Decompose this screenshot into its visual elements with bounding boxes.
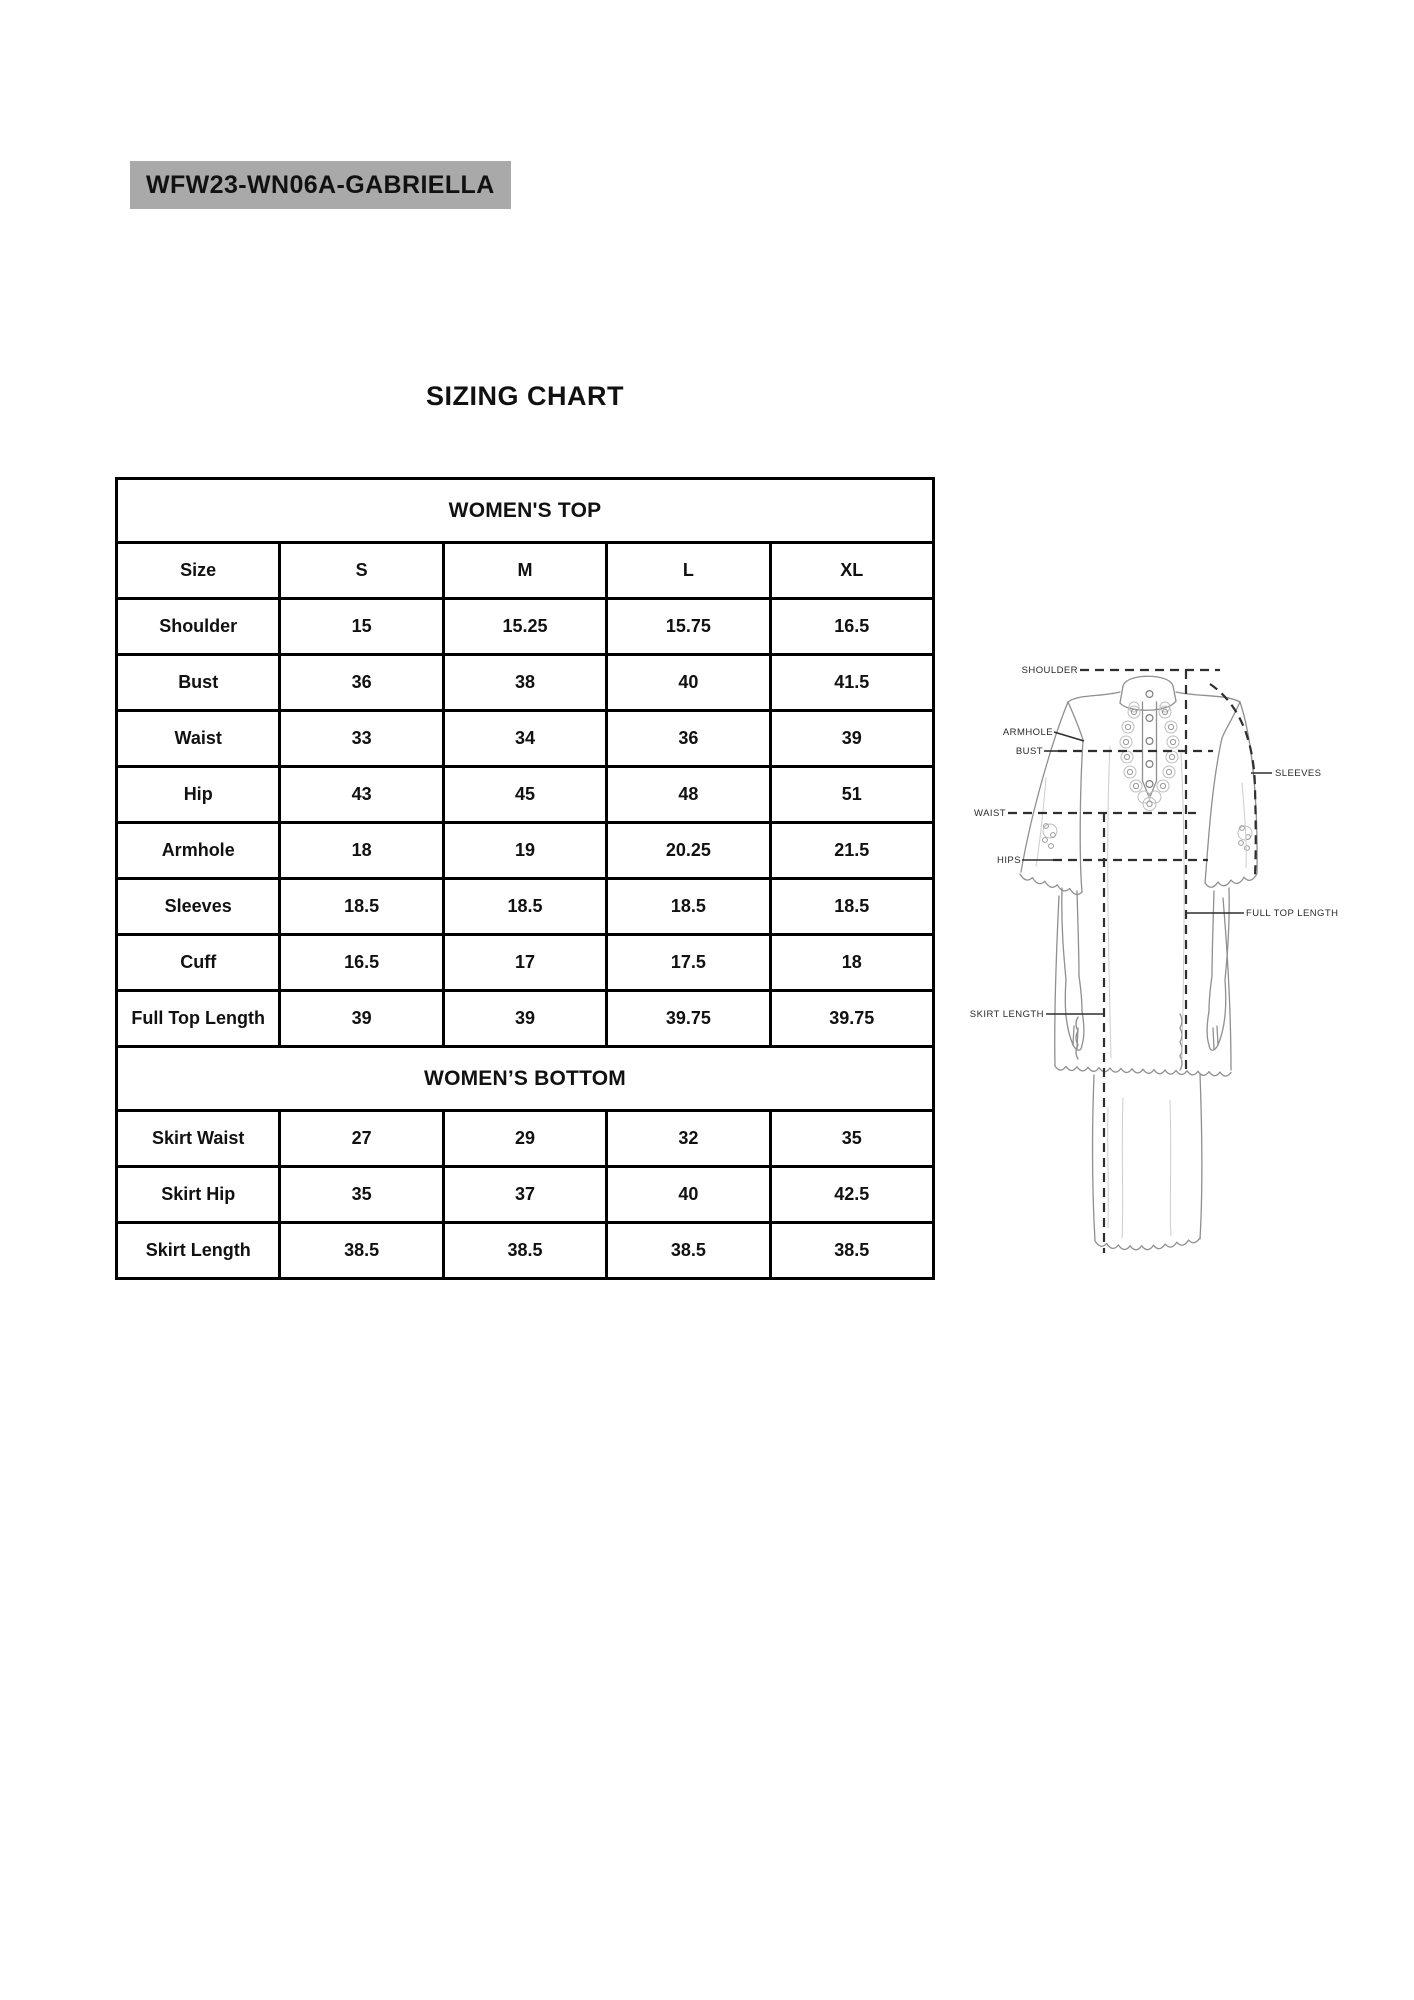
product-code-badge: WFW23-WN06A-GABRIELLA (130, 161, 511, 209)
measurement-cell: 40 (607, 655, 770, 711)
sizing-table (115, 477, 935, 1280)
measurement-cell: 48 (607, 767, 770, 823)
row-label: Cuff (117, 935, 280, 991)
measurement-cell: 35 (770, 1111, 933, 1167)
waist-label: WAIST (974, 808, 1006, 819)
measurement-cell: 36 (280, 655, 443, 711)
garment-technical-sketch (958, 628, 1414, 1328)
measurement-cell: 17 (443, 935, 606, 991)
measurement-cell: 38.5 (770, 1223, 933, 1279)
table-row (117, 1223, 934, 1279)
placket-embroidery (1120, 702, 1179, 811)
measurement-cell: 18 (280, 823, 443, 879)
measurement-cell: 19 (443, 823, 606, 879)
measurement-cell: 38.5 (607, 1223, 770, 1279)
measurement-cell: 38.5 (280, 1223, 443, 1279)
measurement-cell: 41.5 (770, 655, 933, 711)
column-header-m: M (443, 543, 606, 599)
tunic-sketch (1020, 676, 1257, 1250)
sleeve-embroidery (1043, 824, 1252, 851)
measurement-cell: 38 (443, 655, 606, 711)
womens-bottom-header: WOMEN’S BOTTOM (117, 1047, 934, 1111)
table-row (117, 879, 934, 935)
measurement-cell: 17.5 (607, 935, 770, 991)
hips-label: HIPS (997, 855, 1021, 866)
measurement-cell: 38.5 (443, 1223, 606, 1279)
table-row (117, 711, 934, 767)
measurement-cell: 39.75 (607, 991, 770, 1047)
measurement-cell: 42.5 (770, 1167, 933, 1223)
measurement-cell: 18.5 (280, 879, 443, 935)
table-row (117, 1111, 934, 1167)
measurement-cell: 37 (443, 1167, 606, 1223)
measurement-cell: 39.75 (770, 991, 933, 1047)
measurement-cell: 34 (443, 711, 606, 767)
row-label: Skirt Waist (117, 1111, 280, 1167)
measurement-cell: 35 (280, 1167, 443, 1223)
table-row (117, 1167, 934, 1223)
measurement-cell: 16.5 (770, 599, 933, 655)
measurement-cell: 16.5 (280, 935, 443, 991)
row-label: Waist (117, 711, 280, 767)
measurement-cell: 18.5 (770, 879, 933, 935)
table-row (117, 655, 934, 711)
armhole-label: ARMHOLE (1002, 727, 1053, 738)
measurement-cell: 21.5 (770, 823, 933, 879)
measurement-cell: 15.25 (443, 599, 606, 655)
bottom-section-header-body (117, 1047, 934, 1111)
column-header-size: Size (117, 543, 280, 599)
measurement-cell: 36 (607, 711, 770, 767)
womens-bottom-rows (117, 1111, 934, 1279)
bust-label: BUST (1015, 746, 1043, 757)
column-header-xl: XL (770, 543, 933, 599)
measurement-lines (1008, 670, 1272, 1253)
table-row (117, 767, 934, 823)
measurement-cell: 18 (770, 935, 933, 991)
armhole-pointer-line (1054, 732, 1084, 741)
measurement-cell: 33 (280, 711, 443, 767)
womens-top-rows (117, 599, 934, 1047)
table-row (117, 599, 934, 655)
row-label: Shoulder (117, 599, 280, 655)
measurement-cell: 15 (280, 599, 443, 655)
row-label: Armhole (117, 823, 280, 879)
measurement-labels (970, 665, 1339, 1020)
column-header-l: L (607, 543, 770, 599)
shoulder-label: SHOULDER (1021, 665, 1078, 676)
sleeves-label: SLEEVES (1275, 768, 1322, 779)
row-label: Full Top Length (117, 991, 280, 1047)
skirt-length-label: SKIRT LENGTH (969, 1009, 1044, 1020)
table-section-row (117, 479, 934, 543)
row-label: Skirt Length (117, 1223, 280, 1279)
page-title: SIZING CHART (426, 381, 624, 411)
table-row (117, 991, 934, 1047)
measurement-cell: 18.5 (607, 879, 770, 935)
measurement-cell: 39 (280, 991, 443, 1047)
measurement-cell: 29 (443, 1111, 606, 1167)
measurement-cell: 45 (443, 767, 606, 823)
row-label: Skirt Hip (117, 1167, 280, 1223)
measurement-cell: 39 (770, 711, 933, 767)
garment-measurement-diagram (958, 628, 1414, 1328)
measurement-cell: 27 (280, 1111, 443, 1167)
table-row (117, 823, 934, 879)
measurement-cell: 43 (280, 767, 443, 823)
measurement-cell: 39 (443, 991, 606, 1047)
column-header-row (117, 543, 934, 599)
row-label: Sleeves (117, 879, 280, 935)
table-section-row (117, 1047, 934, 1111)
measurement-cell: 15.75 (607, 599, 770, 655)
table-row (117, 935, 934, 991)
row-label: Hip (117, 767, 280, 823)
measurement-cell: 18.5 (443, 879, 606, 935)
full-top-length-label: FULL TOP LENGTH (1246, 908, 1339, 919)
top-section-header-body (117, 479, 934, 599)
measurement-cell: 20.25 (607, 823, 770, 879)
column-header-s: S (280, 543, 443, 599)
row-label: Bust (117, 655, 280, 711)
measurement-cell: 40 (607, 1167, 770, 1223)
womens-top-header: WOMEN'S TOP (117, 479, 934, 543)
measurement-cell: 51 (770, 767, 933, 823)
measurement-cell: 32 (607, 1111, 770, 1167)
